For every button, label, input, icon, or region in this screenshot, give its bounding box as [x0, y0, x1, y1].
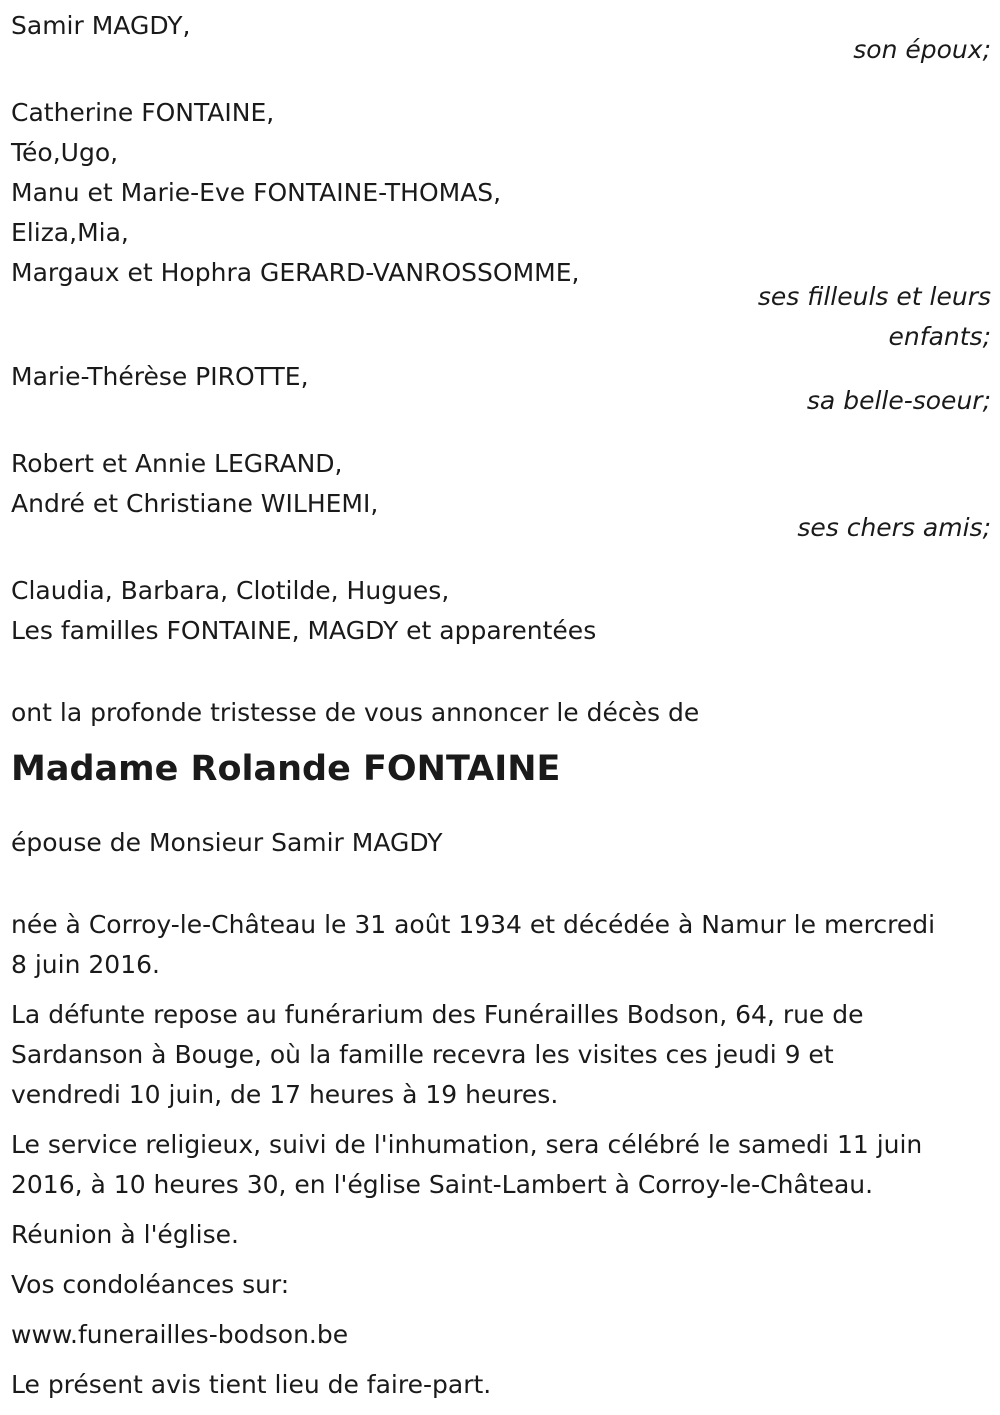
family-group-godchildren — [11, 93, 991, 357]
repose-paragraph — [11, 995, 991, 1115]
family-name: Claudia, Barbara, Clotilde, Hugues, — [11, 576, 450, 605]
family-role: enfants; — [888, 322, 991, 351]
birth-death-line: 8 juin 2016. — [11, 950, 160, 979]
website-link[interactable]: www.funerailles-bodson.be — [11, 1320, 349, 1349]
service-paragraph — [11, 1125, 991, 1205]
reunion-text: Réunion à l'église. — [11, 1220, 239, 1249]
family-name: André et Christiane WILHEMI, — [11, 489, 379, 518]
family-name: Catherine FONTAINE, — [11, 98, 275, 127]
family-role: ses chers amis; — [797, 513, 991, 542]
family-name: Marie-Thérèse PIROTTE, — [11, 362, 309, 391]
family-group-sister-in-law — [11, 357, 991, 421]
notice-text: Le présent avis tient lieu de faire-part. — [11, 1370, 492, 1399]
service-line: Le service religieux, suivi de l'inhumation, sera célébré le samedi 11 juin — [11, 1130, 923, 1159]
repose-line: Sardanson à Bouge, où la famille recevra les visites ces jeudi 9 et — [11, 1040, 834, 1069]
family-name: Margaux et Hophra GERARD-VANROSSOMME, — [11, 258, 580, 287]
service-line: 2016, à 10 heures 30, en l'église Saint-Lambert à Corroy-le-Château. — [11, 1170, 874, 1199]
repose-line: La défunte repose au funérarium des Funérailles Bodson, 64, rue de — [11, 1000, 864, 1029]
birth-death-line: née à Corroy-le-Château le 31 août 1934 et décédée à Namur le mercredi — [11, 910, 936, 939]
spouse-line: épouse de Monsieur Samir MAGDY — [11, 828, 443, 857]
family-group-others — [11, 571, 991, 651]
birth-death-paragraph — [11, 905, 991, 985]
family-name: Manu et Marie-Eve FONTAINE-THOMAS, — [11, 178, 502, 207]
deceased-name: Madame Rolande FONTAINE — [11, 749, 561, 789]
family-name: Samir MAGDY, — [11, 11, 191, 40]
family-role: sa belle-soeur; — [806, 386, 991, 415]
family-name: Robert et Annie LEGRAND, — [11, 449, 343, 478]
family-role: son époux; — [853, 35, 991, 64]
announcement: ont la profonde tristesse de vous annoncer le décès de — [11, 698, 700, 727]
obituary-notice — [11, 6, 991, 1415]
family-role: ses filleuls et leurs — [757, 282, 991, 311]
family-group-spouse — [11, 6, 991, 70]
family-name: Téo,Ugo, — [11, 138, 119, 167]
family-name: Les familles FONTAINE, MAGDY et apparentées — [11, 616, 597, 645]
condolences-label: Vos condoléances sur: — [11, 1270, 290, 1299]
repose-line: vendredi 10 juin, de 17 heures à 19 heures. — [11, 1080, 559, 1109]
family-name: Eliza,Mia, — [11, 218, 129, 247]
family-group-friends — [11, 444, 991, 548]
